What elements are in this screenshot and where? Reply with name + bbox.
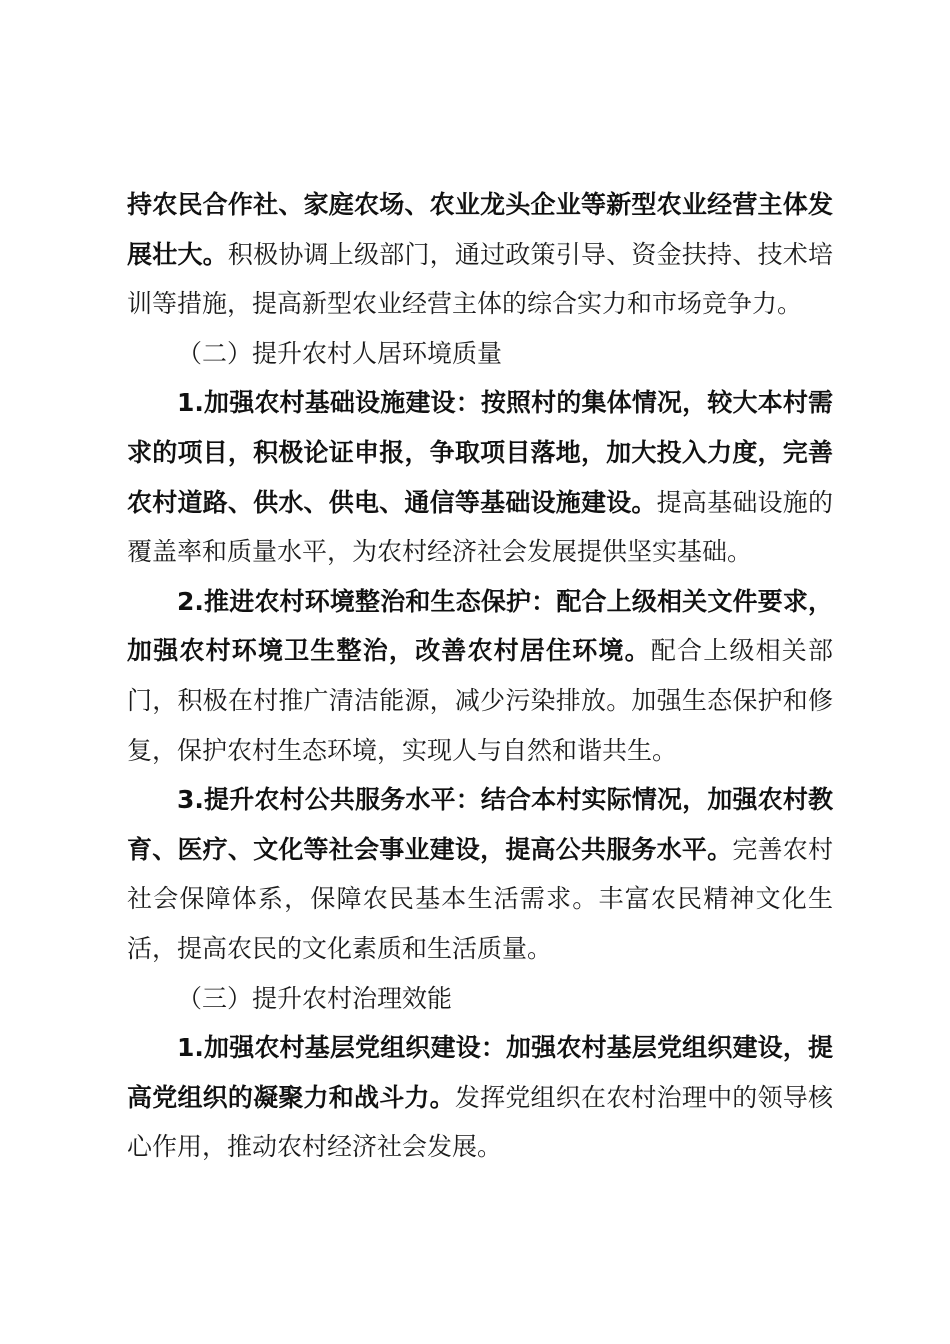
body-text: 完善农村社会保障体系，保障农民基本生活需求。丰富农民精神文化生活，提高农民的文化素质和生活质量。 [127, 834, 833, 963]
body-text: 配合上级相关部门，积极在村推广清洁能源，减少污染排放。加强生态保护和修复，保护农村生态环境，实现人与自然和谐共生。 [127, 636, 833, 765]
bold-text: 1.加强农村基础设施建设：按照村的集体情况，较大本村需求的项目，积极论证申报，争取项目落地，加大投入力度，完善农村道路、供水、供电、通信等基础设施建设。 [127, 388, 833, 517]
section-heading-2: （二）提升农村人居环境质量 [177, 338, 503, 368]
document-body [127, 180, 833, 1172]
paragraph-continuation [127, 180, 833, 329]
paragraph-public-service [127, 775, 833, 973]
body-text: 提高基础设施的覆盖率和质量水平，为农村经济社会发展提供坚实基础。 [127, 487, 833, 567]
paragraph-environment [127, 577, 833, 775]
paragraph-party-building [127, 1023, 833, 1172]
paragraph-infrastructure [127, 378, 833, 576]
section-heading-3: （三）提升农村治理效能 [177, 983, 453, 1013]
body-text: 发挥党组织在农村治理中的领导核心作用，推动农村经济社会发展。 [127, 1082, 833, 1162]
bold-text: 1.加强农村基层党组织建设：加强农村基层党组织建设，提高党组织的凝聚力和战斗力。 [127, 1033, 833, 1112]
body-text: 积极协调上级部门，通过政策引导、资金扶持、技术培训等措施，提高新型农业经营主体的综合实力和市场竞争力。 [127, 239, 833, 319]
bold-text: 2.推进农村环境整治和生态保护：配合上级相关文件要求，加强农村环境卫生整治，改善农村居住环境。 [127, 586, 833, 666]
bold-text: 3.提升农村公共服务水平：结合本村实际情况，加强农村教育、医疗、文化等社会事业建设，提高公共服务水平。 [127, 785, 833, 864]
bold-text: 持农民合作社、家庭农场、农业龙头企业等新型农业经营主体发展壮大。 [127, 190, 833, 269]
